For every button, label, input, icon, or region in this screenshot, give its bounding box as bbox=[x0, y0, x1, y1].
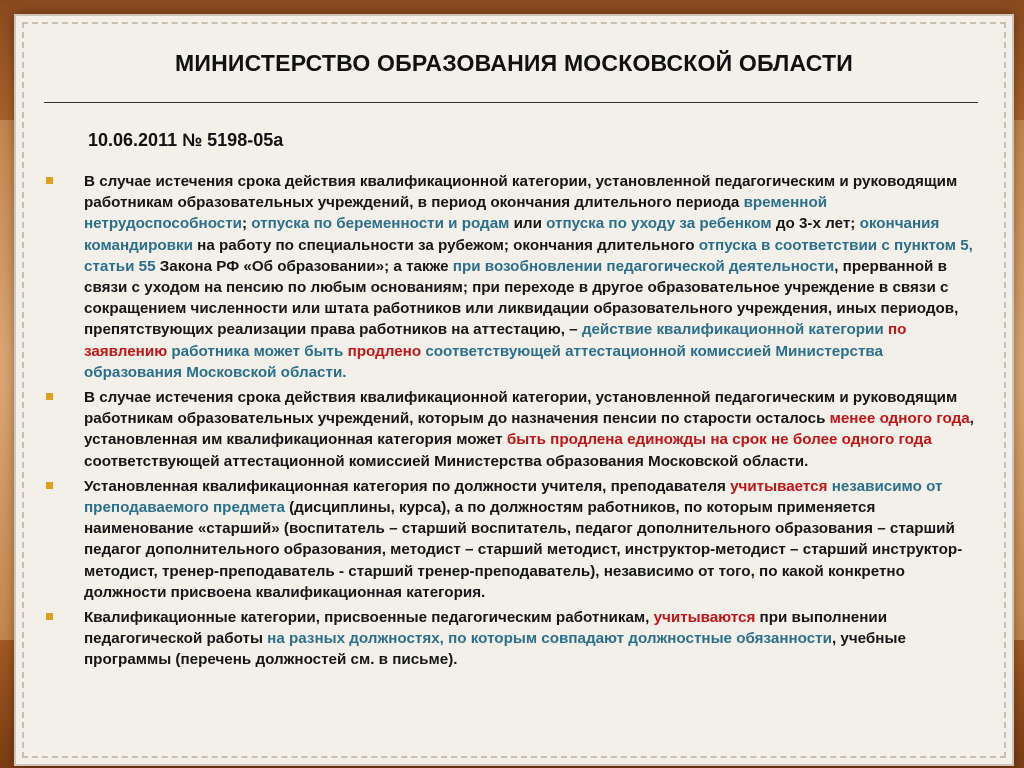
item-text: Квалификационные категории, присвоенные педагогическим работникам, учитываются при выполнении педагогической работы на разных должностях, по которым совпадают должностные обязанности, учебные программы (перечень должностей см. в письме). bbox=[84, 609, 906, 669]
square-bullet-icon bbox=[46, 482, 53, 489]
item-text: В случае истечения срока действия квалификационной категории, установленной педагогическим и руководящим работникам образовательных учреждений, которым до назначения пенсии по старости осталось менее одного года, установленная им квалификационная категория может быть продлена единожды на срок не более одного года соответствующей аттестационной комиссией Министерства образования Московской области. bbox=[84, 389, 974, 470]
list-item bbox=[42, 171, 982, 383]
slide-title: МИНИСТЕРСТВО ОБРАЗОВАНИЯ МОСКОВСКОЙ ОБЛАСТИ bbox=[175, 50, 853, 76]
list-item bbox=[42, 607, 982, 671]
square-bullet-icon bbox=[46, 177, 53, 184]
item-text: В случае истечения срока действия квалификационной категории, установленной педагогическим и руководящим работникам образовательных учреждений, в период окончания длительного периода временной нетрудоспособности; отпуска по беременности и родам или отпуска по уходу за ребенком до 3-х лет; окончания командировки на работу по специальности за рубежом; окончания длительного отпуска в соответствии с пунктом 5, статьи 55 Закона РФ «Об образовании»; а также при возобновлении педагогической деятельности, прерванной в связи с уходом на пенсию по любым основаниям; при переходе в другое образовательное учреждение в связи с сокращением численности или штата работников или ликвидации образовательного учреждения, иных периодов, препятствующих реализации права работников на аттестацию, – действие квалификационной категории по заявлению работника может быть продлено соответствующей аттестационной комиссией Министерства образования Московской области. bbox=[84, 173, 973, 381]
bullet-list bbox=[42, 171, 982, 675]
title-divider bbox=[44, 102, 978, 103]
document-reference: 10.06.2011 № 5198-05а bbox=[88, 130, 284, 150]
list-item bbox=[42, 387, 982, 472]
list-item bbox=[42, 476, 982, 603]
square-bullet-icon bbox=[46, 393, 53, 400]
slide-panel bbox=[14, 14, 1014, 766]
item-text: Установленная квалификационная категория по должности учителя, преподавателя учитывается независимо от преподаваемого предмета (дисциплины, курса), а по должностям работников, по которым применяется наименование «старший» (воспитатель – старший воспитатель, педагог дополнительного образования – старший педагог дополнительного образования, методист – старший методист, инструктор-методист – старший инструктор-методист, тренер-преподаватель - старший тренер-преподаватель), независимо от того, по какой конкретно должности присвоена квалификационная категория. bbox=[84, 477, 963, 601]
square-bullet-icon bbox=[46, 613, 53, 620]
